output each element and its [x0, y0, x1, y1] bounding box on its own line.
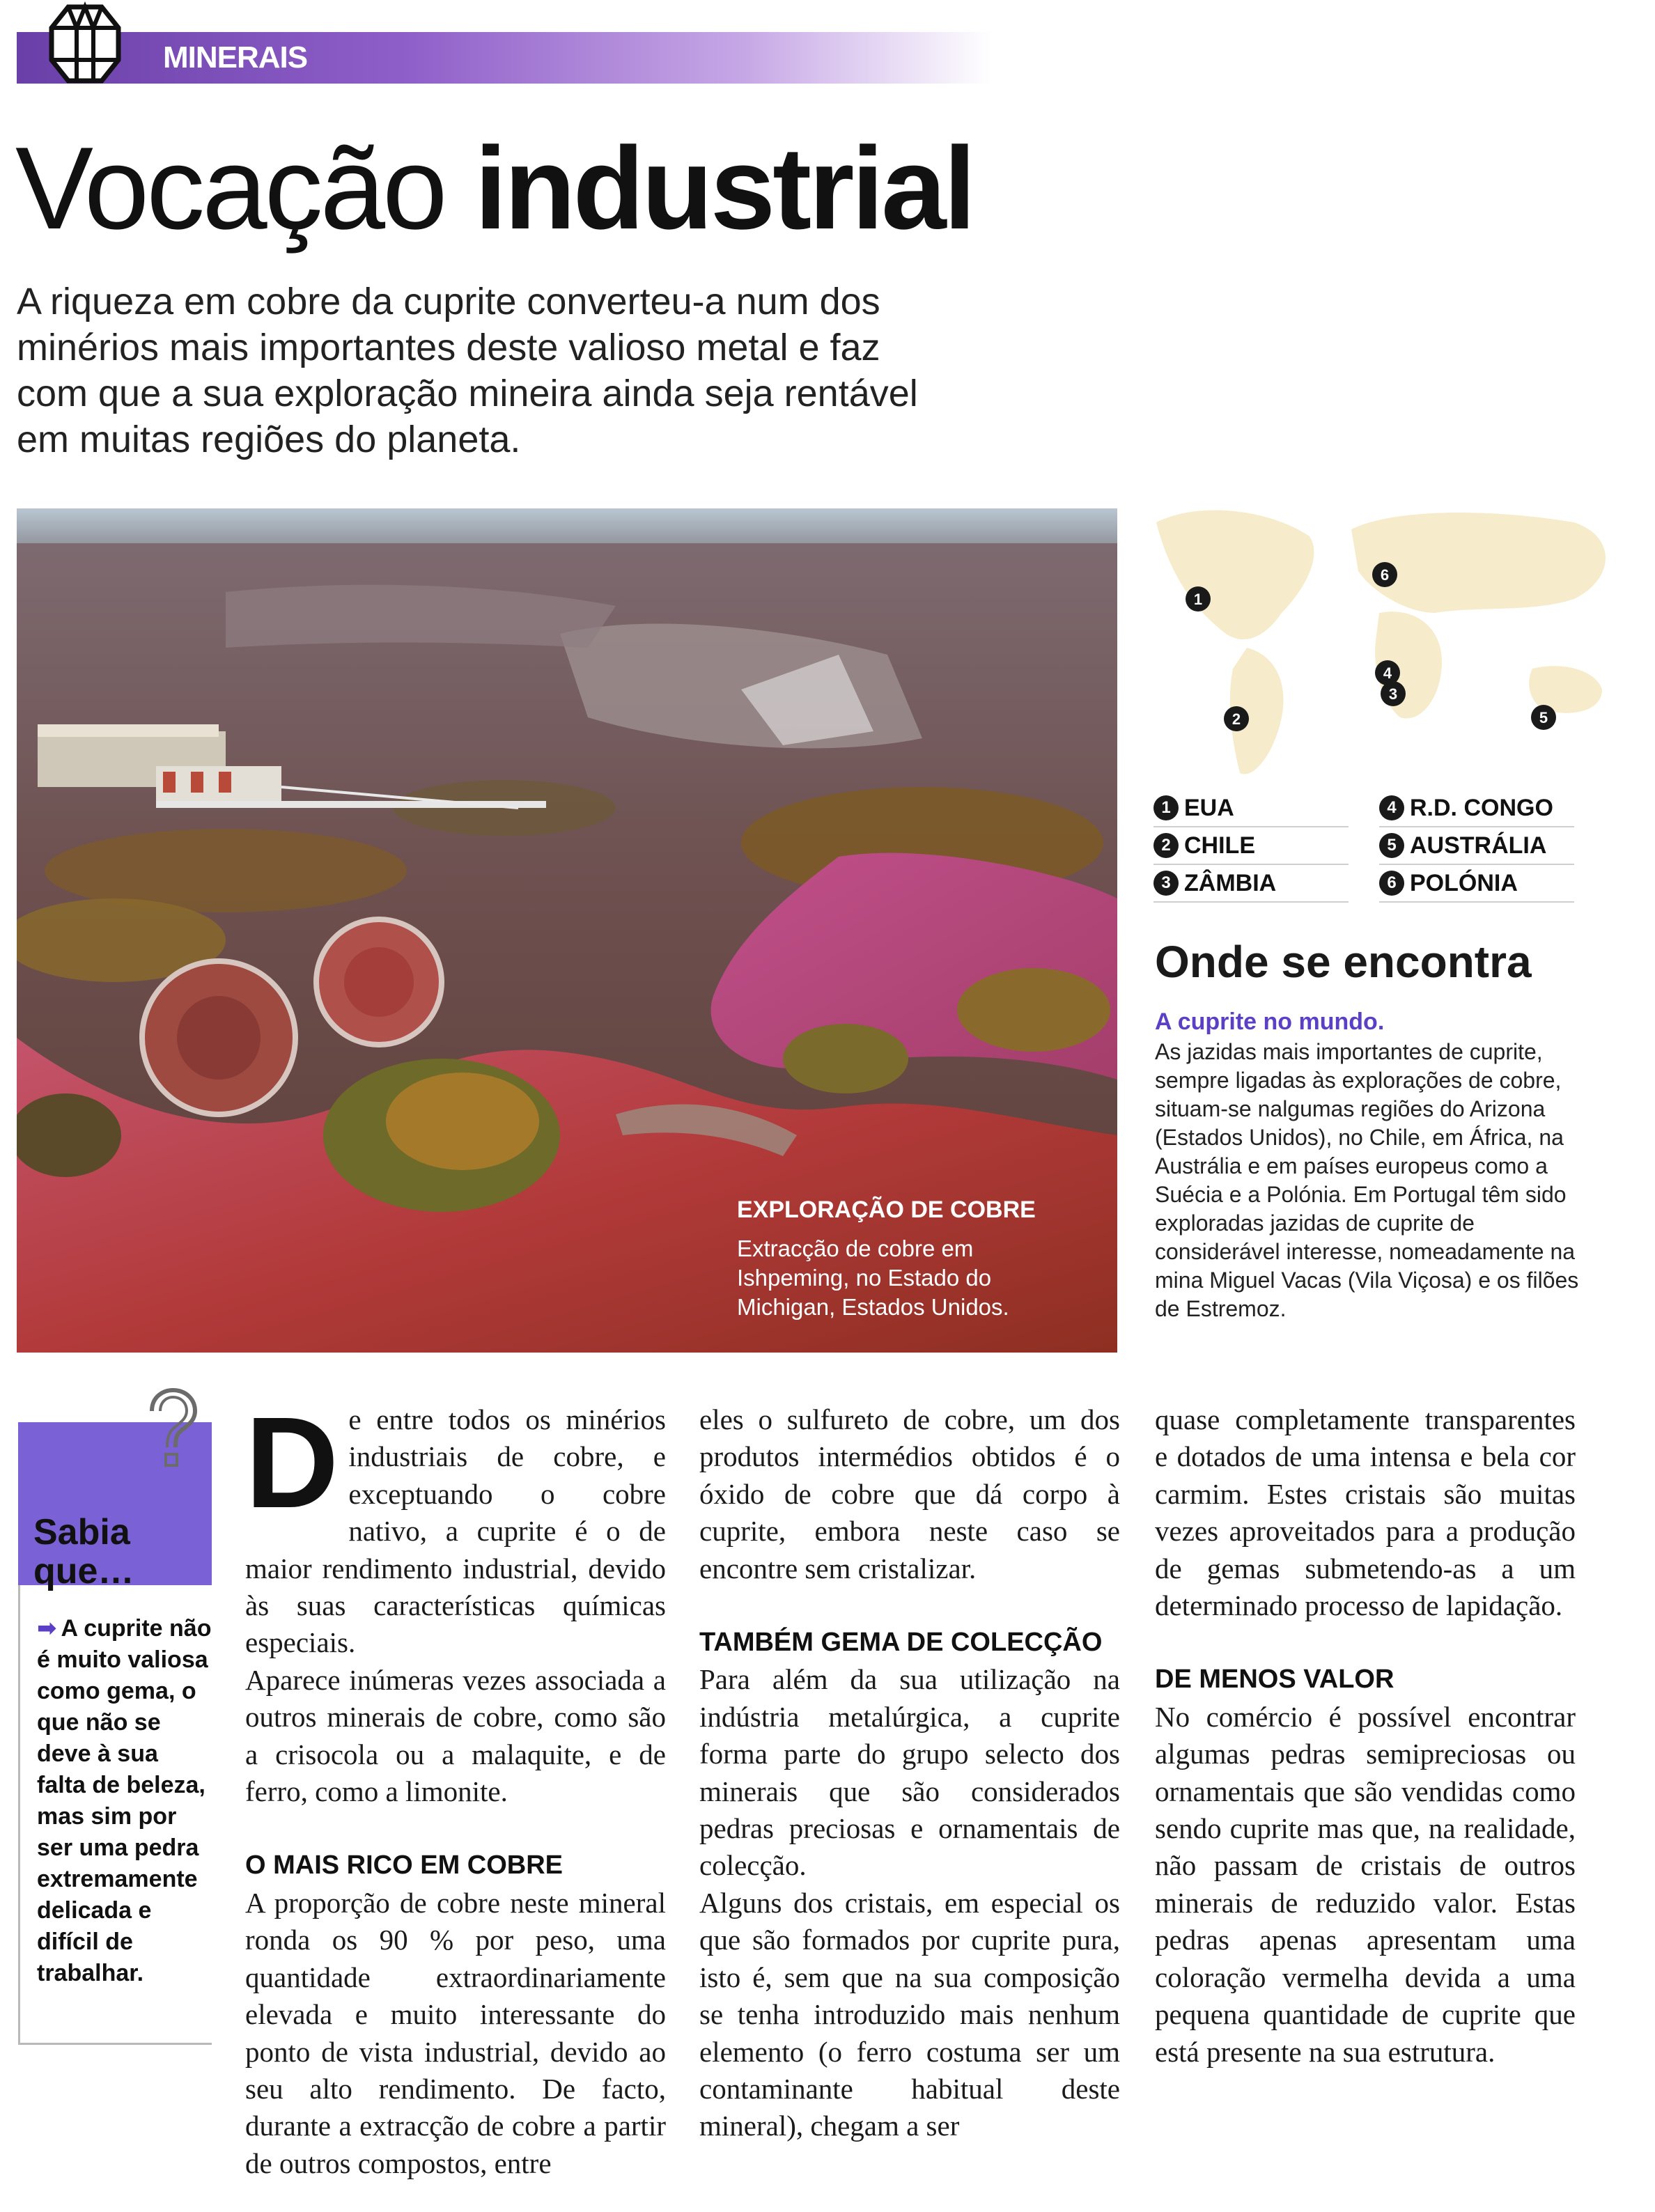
body-paragraph-rico: A proporção de cobre neste mineral ronda os 90 % por peso, uma quantidade extraordinariamente elevada e muito interessante do ponto de vista industrial, devido ao seu alto rendimento. De facto, durante a extracção de cobre a partir de outros compostos, entre	[245, 1886, 666, 2179]
page-title	[15, 123, 974, 254]
sidebar-text: A cuprite não é muito valiosa como gema, o que não se deve à sua falta de beleza, mas sim por ser uma pedra extremamente delicada e difícil de trabalhar.	[37, 1615, 212, 1986]
title-light: Vocação	[15, 123, 475, 254]
where-found-subtitle: A cuprite no mundo.	[1155, 1008, 1385, 1035]
svg-text:6: 6	[1380, 566, 1390, 584]
map-marker-2	[1224, 706, 1249, 731]
gem-icon	[38, 1, 132, 85]
legend-label: CHILE	[1184, 832, 1255, 859]
legend-label: POLÓNIA	[1410, 869, 1518, 896]
where-found-text: As jazidas mais importantes de cuprite, sempre ligadas às explorações de cobre, situam-se nalgumas regiões do Arizona (Estados Unidos), no Chile, em África, na Austrália e em países europeus como a Suécia e a Polónia. Em Portugal têm sido exploradas jazidas de cuprite de considerável interesse, nomeadamente na mina Miguel Vacas (Vila Viçosa) e os filões de Estremoz.	[1155, 1039, 1579, 1321]
where-title-light: se encontra	[1268, 937, 1532, 987]
section-label: MINERAIS	[163, 40, 308, 75]
legend-item	[1153, 865, 1349, 903]
heading-mais-rico: O MAIS RICO EM COBRE	[245, 1851, 564, 1880]
body-column-2	[699, 1401, 1120, 2145]
arrow-right-icon: ➡	[37, 1615, 57, 1642]
svg-text:2: 2	[1231, 710, 1241, 728]
title-bold: industrial	[474, 123, 974, 254]
photo-caption-title: EXPLORAÇÃO DE COBRE	[737, 1197, 1036, 1223]
body-paragraph-gema-2: Alguns dos cristais, em especial os que são formados por cuprite pura, isto é, sem que na sua composição se tenha introduzido mais nenhum elemento (o ferro costuma ser um contaminante habitual deste mineral), chegam a ser	[699, 1886, 1120, 2142]
legend-item	[1153, 790, 1349, 827]
world-map	[1142, 494, 1623, 787]
drop-cap: D	[245, 1391, 339, 1535]
body-column-3	[1155, 1401, 1576, 2071]
body-paragraph-gema-2-continued: quase completamente transparentes e dotados de uma intensa e bela cor carmim. Estes cristais são muitas vezes aproveitados para a produção de gemas submetendo-as a um determinado processo de lapidação.	[1155, 1403, 1576, 1622]
legend-label: AUSTRÁLIA	[1410, 832, 1547, 859]
legend-number: 1	[1153, 795, 1179, 820]
map-marker-6	[1372, 562, 1397, 587]
legend-label: EUA	[1184, 794, 1234, 821]
legend-column-right	[1379, 790, 1574, 903]
body-paragraph-rico-continued: eles o sulfureto de cobre, um dos produtos intermédios obtidos é o óxido de cobre que dá corpo à cuprite, embora neste caso se encontre sem cristalizar.	[699, 1403, 1120, 1584]
legend-label: ZÂMBIA	[1184, 869, 1277, 896]
legend-column-left	[1153, 790, 1349, 903]
legend-number: 2	[1153, 833, 1179, 858]
legend-number: 4	[1379, 795, 1404, 820]
where-title-bold: Onde	[1155, 937, 1269, 987]
question-mark-icon	[137, 1386, 203, 1470]
lede-paragraph: A riqueza em cobre da cuprite converteu-a num dos minérios mais importantes deste valioso metal e faz com que a sua exploração mineira ainda seja rentável em muitas regiões do planeta.	[17, 281, 918, 460]
body-paragraph-gema-1: Para além da sua utilização na indústria metalúrgica, a cuprite forma parte do grupo selecto dos minerais que são considerados pedras preciosas e ornamentais de colecção.	[699, 1663, 1120, 1882]
body-intro: e entre todos os minérios industriais de cobre, e exceptuando o cobre nativo, a cuprite é o de maior rendimento industrial, devido às suas características químicas especiais.	[245, 1403, 666, 1659]
where-found-heading	[1155, 936, 1532, 988]
legend-number: 5	[1379, 833, 1404, 858]
legend-number: 6	[1379, 871, 1404, 896]
map-marker-4	[1375, 660, 1400, 685]
legend-number: 3	[1153, 871, 1179, 896]
legend-label: R.D. CONGO	[1410, 794, 1553, 821]
photo-caption-text: Extracção de cobre em Ishpeming, no Estado do Michigan, Estados Unidos.	[737, 1236, 1009, 1320]
legend-item	[1153, 827, 1349, 865]
legend-item	[1379, 865, 1574, 903]
body-paragraph-2: Aparece inúmeras vezes associada a outros minerais de cobre, como são a crisocola ou a malaquite, e de ferro, como a limonite.	[245, 1663, 666, 1808]
body-paragraph-valor: No comércio é possível encontrar algumas pedras semipreciosas ou ornamentais que são vendidas como sendo cuprite mas que, na realidade, não passam de cristais de outros minerais de reduzido valor. Estas pedras apenas apresentam uma coloração vermelha devida a uma pequena quantidade de cuprite que está presente na sua estrutura.	[1155, 1700, 1576, 2068]
sidebar-body	[18, 1585, 212, 2045]
heading-menos-valor: DE MENOS VALOR	[1155, 1665, 1394, 1695]
body-column-1	[245, 1391, 666, 2182]
heading-gema: TAMBÉM GEMA DE COLECÇÃO	[699, 1628, 1103, 1658]
section-band	[17, 32, 992, 84]
map-marker-1	[1186, 586, 1211, 612]
svg-text:1: 1	[1193, 591, 1203, 608]
sidebar-title: Sabia que…	[33, 1512, 134, 1591]
map-marker-5	[1531, 705, 1556, 730]
svg-text:5: 5	[1539, 709, 1548, 726]
legend-item	[1379, 790, 1574, 827]
svg-text:4: 4	[1383, 664, 1392, 682]
mine-aerial-photo	[17, 508, 1117, 1353]
svg-text:3: 3	[1388, 685, 1398, 703]
legend-item	[1379, 827, 1574, 865]
